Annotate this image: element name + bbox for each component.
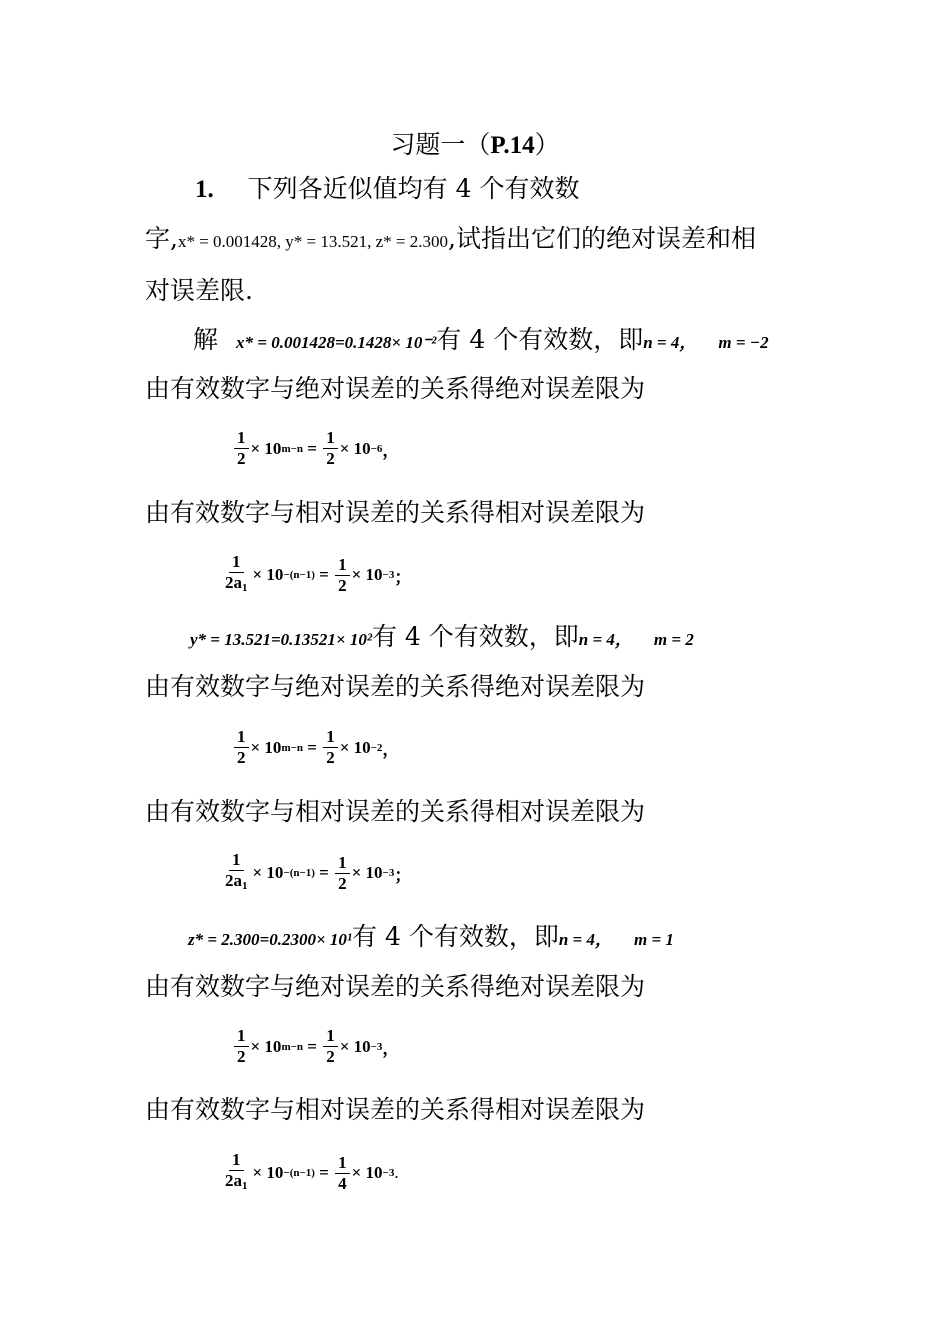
rel-intro-x: 由有效数字与相对误差的关系得相对误差限为 <box>145 498 646 527</box>
page-title: 习题一（P.14） <box>390 130 560 159</box>
solution-y-line: y* = 13.521=0.13521× 10²有 4 个有效数，即n = 4， m = 2 <box>190 622 694 651</box>
problem-line-2: 字,x* = 0.001428, y* = 13.521, z* = 2.300,试指出它们的绝对误差和相 <box>145 224 756 253</box>
z-rel-formula: $\frac{1}{2a_1}$ × 10 −(n−1) = $\frac{1}{4}$ × 10 −3 . <box>225 1150 399 1193</box>
abs-intro-z: 由有效数字与绝对误差的关系得绝对误差限为 <box>145 972 646 1001</box>
x-rel-formula: $\frac{1}{2a_1}$ × 10 −(n−1) = $\frac{1}{2}$ × 10 −3 ； <box>225 552 412 595</box>
solution-z-line: z* = 2.300=0.2300× 10¹有 4 个有效数，即n = 4， m = 1 <box>188 922 674 951</box>
abs-intro-y: 由有效数字与绝对误差的关系得绝对误差限为 <box>145 672 646 701</box>
problem-line-1: 1. 下列各近似值均有 4 个有效数 <box>195 174 580 203</box>
y-abs-formula: $\frac{1}{2}$ × 10 m−n = $\frac{1}{2}$ × 10 −2 ， <box>232 727 399 768</box>
abs-intro-x: 由有效数字与绝对误差的关系得绝对误差限为 <box>145 374 646 403</box>
solution-x-line: 解 x* = 0.001428=0.1428× 10⁻²有 4 个有效数，即n = 4， m = −2 <box>193 325 769 354</box>
y-rel-formula: $\frac{1}{2a_1}$ × 10 −(n−1) = $\frac{1}{2}$ × 10 −3 ； <box>225 850 412 893</box>
x-abs-formula: $\frac{1}{2}$ × 10 m−n = $\frac{1}{2}$ × 10 −6 ， <box>232 428 399 469</box>
problem-line-3: 对误差限. <box>145 276 253 305</box>
rel-intro-y: 由有效数字与相对误差的关系得相对误差限为 <box>145 797 646 826</box>
z-abs-formula: $\frac{1}{2}$ × 10 m−n = $\frac{1}{2}$ × 10 −3 ， <box>232 1026 399 1067</box>
rel-intro-z: 由有效数字与相对误差的关系得相对误差限为 <box>145 1095 646 1124</box>
